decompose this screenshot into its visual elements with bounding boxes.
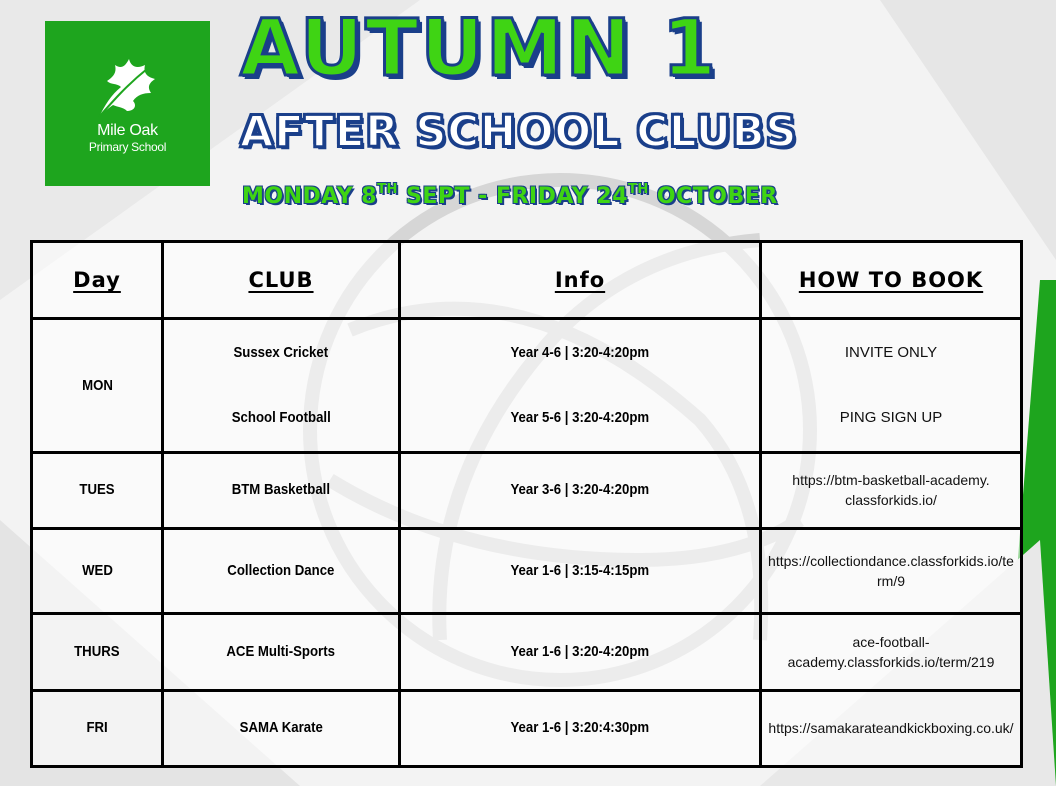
oak-leaf-icon [91,55,163,121]
info-cell: Year 1-6 | 3:20:4:30pm [400,690,761,766]
header-info: Info [400,242,761,319]
table-row-wed [32,529,1022,614]
info-cell: Year 1-6 | 3:20-4:20pm [400,614,761,690]
table-row-tues [32,452,1022,528]
school-name: Mile Oak [97,122,158,139]
day-cell: FRI [32,690,163,766]
info-cell: Year 1-6 | 3:15-4:15pm [400,529,761,614]
school-logo [45,21,210,186]
school-subtitle: Primary School [88,140,167,154]
table-header-row [32,242,1022,319]
club-cell: Sussex Cricket School Football [163,319,400,453]
page-subtitle: AFTER SCHOOL CLUBS [240,107,798,157]
table-row-fri [32,690,1022,766]
club-cell: SAMA Karate [163,690,400,766]
club-cell: ACE Multi-Sports [163,614,400,690]
table-row-mon [32,319,1022,453]
booking-cell[interactable] [761,452,1022,528]
header-club: CLUB [163,242,400,319]
club-cell: Collection Dance [163,529,400,614]
booking-link[interactable]: https://samakarateandkickboxing.co.uk/ [768,720,1014,737]
booking-cell[interactable] [761,614,1022,690]
booking-link[interactable]: ace-football-academy.classforkids.io/term/219 [787,634,995,671]
clubs-table [30,240,1023,768]
day-cell: WED [32,529,163,614]
booking-cell: INVITE ONLY PING SIGN UP [761,319,1022,453]
booking-cell[interactable] [761,690,1022,766]
booking-cell[interactable] [761,529,1022,614]
info-cell: Year 3-6 | 3:20-4:20pm [400,452,761,528]
header-how-to-book: HOW TO BOOK [761,242,1022,319]
day-cell: TUES [32,452,163,528]
date-range: MONDAY 8TH SEPT - FRIDAY 24TH OCTOBER [242,182,778,209]
info-cell: Year 4-6 | 3:20-4:20pm Year 5-6 | 3:20-4:20pm [400,319,761,453]
page-title: AUTUMN 1 [240,4,719,94]
booking-link[interactable]: https://collectiondance.classforkids.io/term/9 [768,553,1014,590]
header-day: Day [32,242,163,319]
booking-link[interactable]: https://btm-basketball-academy.classforkids.io/ [792,472,990,509]
day-cell: THURS [32,614,163,690]
day-cell: MON [32,319,163,453]
club-cell: BTM Basketball [163,452,400,528]
table-row-thurs [32,614,1022,690]
